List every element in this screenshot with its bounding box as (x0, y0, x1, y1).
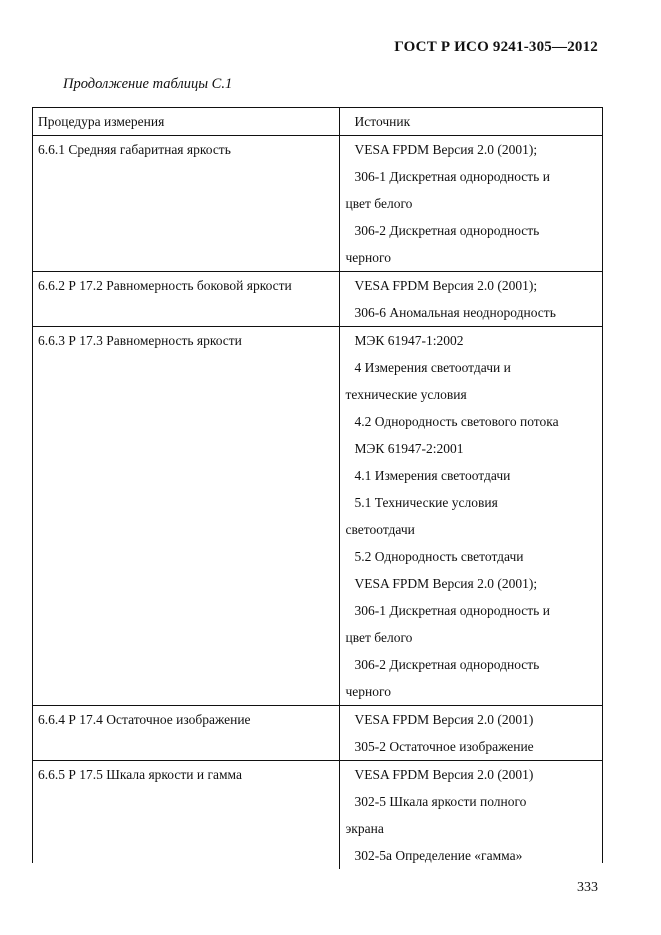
source-line: 4.2 Однородность светового потока (354, 414, 559, 429)
source-line: 306-1 Дискретная однородность и (354, 603, 550, 618)
procedure-cell: 6.6.1 Средняя габаритная яркость (33, 136, 339, 272)
source-line: 5.1 Технические условия (354, 495, 498, 510)
source-line: 305-2 Остаточное изображение (354, 739, 534, 754)
source-line: 306-2 Дискретная однородность (354, 657, 540, 672)
source-line: 4.1 Измерения светоотдачи (354, 468, 511, 483)
column-header-procedure: Процедура измерения (33, 108, 339, 136)
source-line: VESA FPDM Версия 2.0 (2001) (354, 712, 534, 727)
source-line: экрана (345, 821, 384, 836)
source-line: МЭК 61947-2:2001 (354, 441, 464, 456)
table-row (33, 327, 602, 706)
source-cell (339, 327, 602, 706)
source-cell (339, 761, 602, 870)
source-line: 4 Измерения светоотдачи и (354, 360, 511, 375)
source-cell (339, 272, 602, 327)
source-line: МЭК 61947-1:2002 (354, 333, 464, 348)
source-line: 302-5 Шкала яркости полного (354, 794, 527, 809)
source-line: VESA FPDM Версия 2.0 (2001); (354, 278, 538, 293)
source-line: 5.2 Однородность светотдачи (354, 549, 524, 564)
procedure-cell: 6.6.4 Р 17.4 Остаточное изображение (33, 706, 339, 761)
source-cell (339, 136, 602, 272)
source-line: светоотдачи (345, 522, 415, 537)
table-row (33, 272, 602, 327)
table-row (33, 136, 602, 272)
table-caption: Продолжение таблицы С.1 (63, 76, 233, 92)
source-line: черного (345, 684, 391, 699)
source-line: VESA FPDM Версия 2.0 (2001); (354, 576, 538, 591)
table-row (33, 761, 602, 870)
procedure-cell: 6.6.3 Р 17.3 Равномерность яркости (33, 327, 339, 706)
source-line: 306-2 Дискретная однородность (354, 223, 540, 238)
procedure-cell: 6.6.2 Р 17.2 Равномерность боковой яркости (33, 272, 339, 327)
source-line: 306-6 Аномальная неоднородность (354, 305, 556, 320)
measurement-table-grid (33, 108, 602, 869)
table-row (33, 706, 602, 761)
source-line: VESA FPDM Версия 2.0 (2001) (354, 767, 534, 782)
column-header-source-label: Источник (354, 114, 411, 129)
table-header-row (33, 108, 602, 136)
source-line: цвет белого (345, 196, 413, 211)
document-code: ГОСТ Р ИСО 9241-305—2012 (394, 39, 598, 55)
source-line: цвет белого (345, 630, 413, 645)
source-line: 306-1 Дискретная однородность и (354, 169, 550, 184)
procedure-cell: 6.6.5 Р 17.5 Шкала яркости и гамма (33, 761, 339, 870)
source-line: черного (345, 250, 391, 265)
source-cell (339, 706, 602, 761)
source-line: технические условия (345, 387, 467, 402)
page-number: 333 (577, 880, 598, 895)
source-line: 302-5а Определение «гамма» (354, 848, 523, 863)
source-line: VESA FPDM Версия 2.0 (2001); (354, 142, 538, 157)
column-header-source (339, 108, 602, 136)
measurement-table (32, 107, 603, 863)
